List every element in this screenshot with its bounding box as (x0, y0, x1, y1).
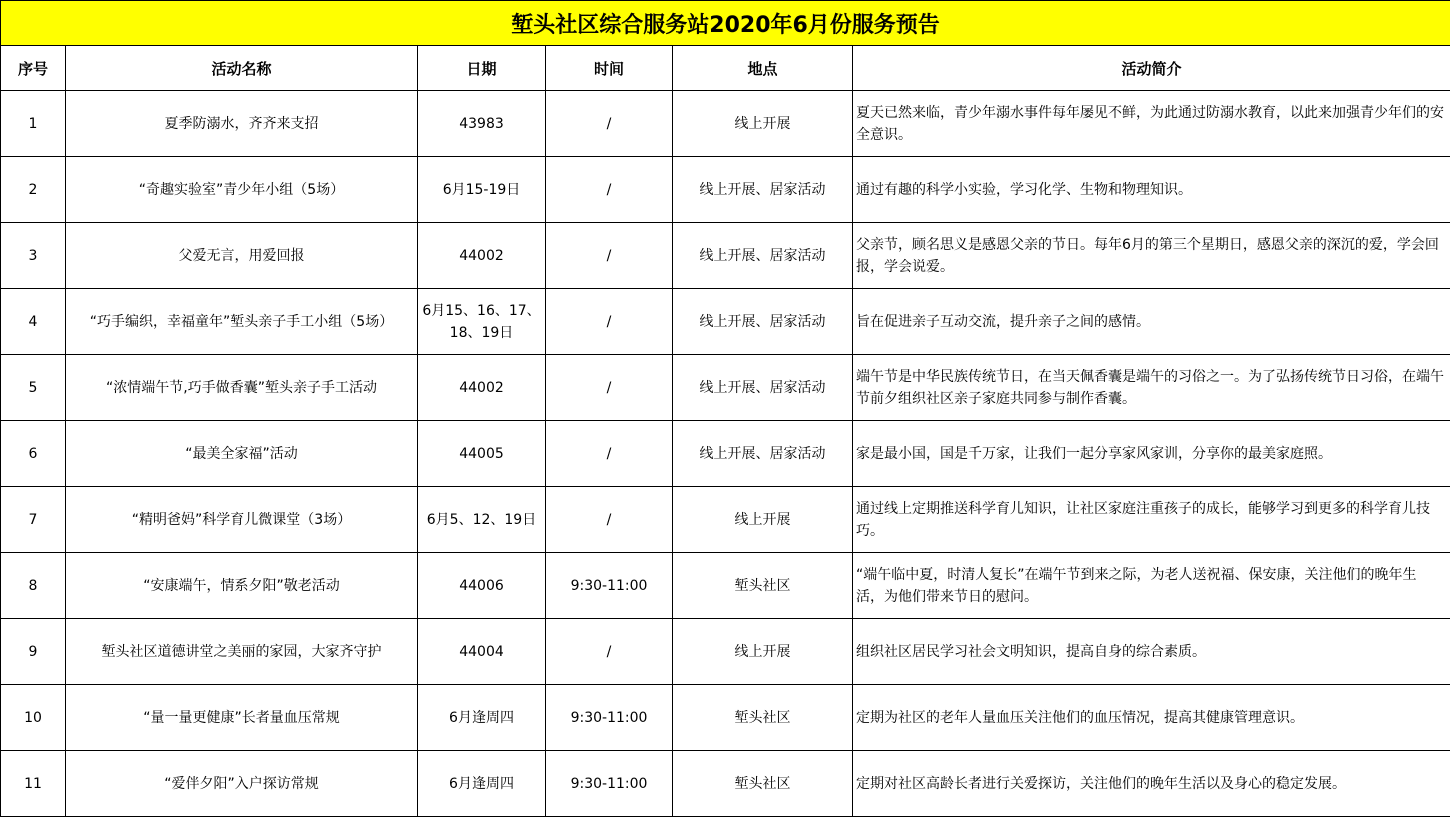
cell-date: 44005 (418, 421, 546, 487)
cell-name: 夏季防溺水，齐齐来支招 (66, 91, 418, 157)
header-date: 日期 (418, 46, 546, 91)
cell-name: “爱伴夕阳”入户探访常规 (66, 751, 418, 817)
cell-time: 9:30-11:00 (546, 685, 673, 751)
header-name: 活动名称 (66, 46, 418, 91)
cell-index: 11 (1, 751, 66, 817)
cell-time: / (546, 619, 673, 685)
table-row (1, 487, 1450, 553)
cell-index: 5 (1, 355, 66, 421)
header-index: 序号 (1, 46, 66, 91)
cell-location: 线上开展 (673, 91, 853, 157)
table-row (1, 355, 1450, 421)
table-row (1, 685, 1450, 751)
cell-date: 43983 (418, 91, 546, 157)
table-row (1, 751, 1450, 817)
cell-description: 端午节是中华民族传统节日，在当天佩香囊是端午的习俗之一。为了弘扬传统节日习俗，在端午节前夕组织社区亲子家庭共同参与制作香囊。 (853, 355, 1450, 421)
cell-index: 2 (1, 157, 66, 223)
cell-location: 线上开展、居家活动 (673, 355, 853, 421)
cell-description: 父亲节，顾名思义是感恩父亲的节日。每年6月的第三个星期日，感恩父亲的深沉的爱，学会回报，学会说爱。 (853, 223, 1450, 289)
cell-name: “浓情端午节,巧手做香囊”堑头亲子手工活动 (66, 355, 418, 421)
cell-date: 6月逢周四 (418, 685, 546, 751)
cell-location: 线上开展、居家活动 (673, 157, 853, 223)
cell-date: 44002 (418, 223, 546, 289)
cell-location: 线上开展 (673, 487, 853, 553)
cell-location: 线上开展、居家活动 (673, 421, 853, 487)
cell-description: 通过有趣的科学小实验，学习化学、生物和物理知识。 (853, 157, 1450, 223)
cell-name: “量一量更健康”长者量血压常规 (66, 685, 418, 751)
page-title: 堑头社区综合服务站2020年6月份服务预告 (1, 1, 1450, 46)
cell-location: 堑头社区 (673, 751, 853, 817)
table-row (1, 553, 1450, 619)
header-description: 活动简介 (853, 46, 1450, 91)
header-location: 地点 (673, 46, 853, 91)
cell-description: 家是最小国，国是千万家，让我们一起分享家风家训，分享你的最美家庭照。 (853, 421, 1450, 487)
cell-time: / (546, 91, 673, 157)
cell-description: 通过线上定期推送科学育儿知识，让社区家庭注重孩子的成长，能够学习到更多的科学育儿技巧。 (853, 487, 1450, 553)
cell-description: 定期为社区的老年人量血压关注他们的血压情况，提高其健康管理意识。 (853, 685, 1450, 751)
cell-date: 6月5、12、19日 (418, 487, 546, 553)
table-row (1, 223, 1450, 289)
cell-date: 44006 (418, 553, 546, 619)
cell-date: 44004 (418, 619, 546, 685)
cell-index: 10 (1, 685, 66, 751)
cell-description: “端午临中夏，时清人复长”在端午节到来之际，为老人送祝福、保安康，关注他们的晚年生活，为他们带来节日的慰问。 (853, 553, 1450, 619)
cell-index: 7 (1, 487, 66, 553)
table-row (1, 421, 1450, 487)
cell-location: 堑头社区 (673, 553, 853, 619)
cell-time: 9:30-11:00 (546, 553, 673, 619)
cell-location: 线上开展、居家活动 (673, 289, 853, 355)
header-time: 时间 (546, 46, 673, 91)
cell-location: 堑头社区 (673, 685, 853, 751)
cell-description: 夏天已然来临，青少年溺水事件每年屡见不鲜，为此通过防溺水教育，以此来加强青少年们的安全意识。 (853, 91, 1450, 157)
cell-name: 堑头社区道德讲堂之美丽的家园，大家齐守护 (66, 619, 418, 685)
cell-name: “安康端午，情系夕阳”敬老活动 (66, 553, 418, 619)
table-row (1, 91, 1450, 157)
cell-date: 44002 (418, 355, 546, 421)
cell-name: “精明爸妈”科学育儿微课堂（3场） (66, 487, 418, 553)
cell-time: / (546, 223, 673, 289)
table-row (1, 157, 1450, 223)
cell-description: 组织社区居民学习社会文明知识，提高自身的综合素质。 (853, 619, 1450, 685)
cell-date: 6月逢周四 (418, 751, 546, 817)
cell-date: 6月15-19日 (418, 157, 546, 223)
table-row (1, 619, 1450, 685)
cell-name: 父爱无言，用爱回报 (66, 223, 418, 289)
cell-location: 线上开展 (673, 619, 853, 685)
cell-name: “巧手编织，幸福童年”堑头亲子手工小组（5场） (66, 289, 418, 355)
cell-name: “最美全家福”活动 (66, 421, 418, 487)
cell-time: / (546, 289, 673, 355)
table-row (1, 289, 1450, 355)
cell-index: 9 (1, 619, 66, 685)
cell-time: / (546, 487, 673, 553)
header-row (1, 46, 1450, 91)
cell-location: 线上开展、居家活动 (673, 223, 853, 289)
cell-name: “奇趣实验室”青少年小组（5场） (66, 157, 418, 223)
cell-time: / (546, 421, 673, 487)
cell-time: / (546, 355, 673, 421)
cell-index: 6 (1, 421, 66, 487)
cell-description: 定期对社区高龄长者进行关爱探访，关注他们的晚年生活以及身心的稳定发展。 (853, 751, 1450, 817)
cell-date: 6月15、16、17、18、19日 (418, 289, 546, 355)
cell-index: 4 (1, 289, 66, 355)
cell-index: 8 (1, 553, 66, 619)
cell-index: 1 (1, 91, 66, 157)
cell-time: / (546, 157, 673, 223)
cell-index: 3 (1, 223, 66, 289)
cell-time: 9:30-11:00 (546, 751, 673, 817)
cell-description: 旨在促进亲子互动交流，提升亲子之间的感情。 (853, 289, 1450, 355)
